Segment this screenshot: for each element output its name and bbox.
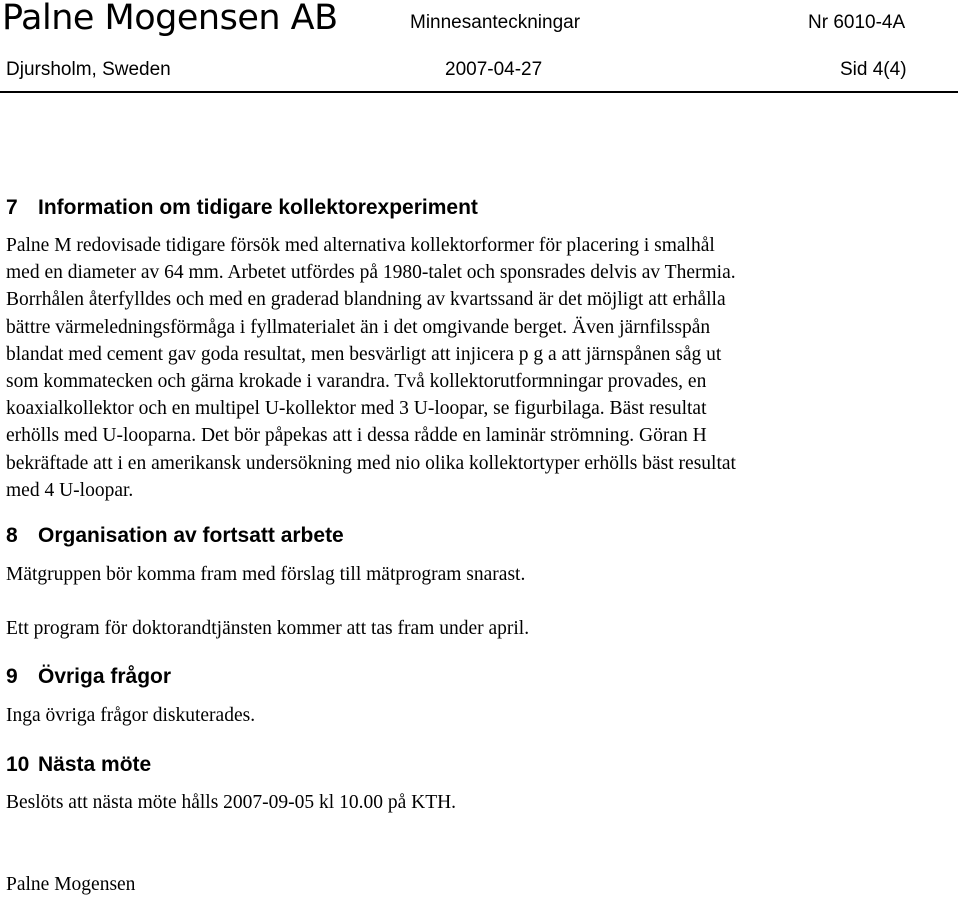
text-line: blandat med cement gav goda resultat, men besvärligt att injicera p g a att järnspånen såg ut (6, 343, 722, 365)
section-number: 8 (6, 524, 18, 547)
text-line: Borrhålen återfylldes och med en graderad blandning av kvartssand är det möjligt att erhålla (6, 289, 726, 311)
text-line: med 4 U-loopar. (6, 479, 134, 501)
document-type: Minnesanteckningar (410, 12, 581, 33)
paragraph: Beslöts att nästa möte hålls 2007-09-05 kl 10.00 på KTH. (6, 792, 457, 813)
paragraph: Ett program för doktorandtjänsten kommer att tas fram under april. (6, 618, 530, 639)
text-line: som kommatecken och gärna krokade i varandra. Två kollektorutformningar provades, en (6, 371, 707, 393)
paragraph: Mätgruppen bör komma fram med förslag till mätprogram snarast. (6, 564, 526, 585)
section-10-heading (6, 753, 151, 777)
document-number: Nr 6010-4A (808, 12, 906, 33)
section-9-heading (6, 665, 171, 689)
section-title: Organisation av fortsatt arbete (38, 524, 344, 547)
location: Djursholm, Sweden (6, 59, 171, 80)
section-title: Nästa möte (38, 753, 152, 776)
company-name: Palne Mogensen AB (2, 0, 338, 38)
section-number: 9 (6, 665, 18, 688)
paragraph: Inga övriga frågor diskuterades. (6, 705, 256, 726)
header-divider (0, 91, 958, 93)
section-7-body (6, 232, 936, 504)
section-7-heading (6, 196, 478, 220)
text-line: med en diameter av 64 mm. Arbetet utfördes på 1980-talet och sponsrades delvis av Thermia. (6, 262, 736, 284)
section-title: Övriga frågor (38, 665, 172, 688)
section-number: 7 (6, 196, 18, 219)
section-number: 10 (6, 753, 30, 776)
text-line: Palne M redovisade tidigare försök med alternativa kollektorformer för placering i smalhål (6, 235, 715, 256)
text-line: bättre värmeledningsförmåga i fyllmaterialet än i det omgivande berget. Även järnfilsspån (6, 316, 711, 338)
section-title: Information om tidigare kollektorexperiment (38, 196, 478, 219)
text-line: koaxialkollektor och en multipel U-kollektor med 3 U-loopar, se figurbilaga. Bäst resultat (6, 398, 707, 420)
text-line: erhölls med U-looparna. Det bör påpekas att i dessa rådde en laminär strömning. Göran H (6, 425, 707, 447)
page-number: Sid 4(4) (840, 59, 907, 80)
section-8-heading (6, 524, 344, 548)
signature: Palne Mogensen (6, 874, 136, 895)
text-line: bekräftade att i en amerikansk undersökning med nio olika kollektortyper erhölls bäst resultat (6, 452, 736, 474)
document-date: 2007-04-27 (445, 59, 543, 80)
